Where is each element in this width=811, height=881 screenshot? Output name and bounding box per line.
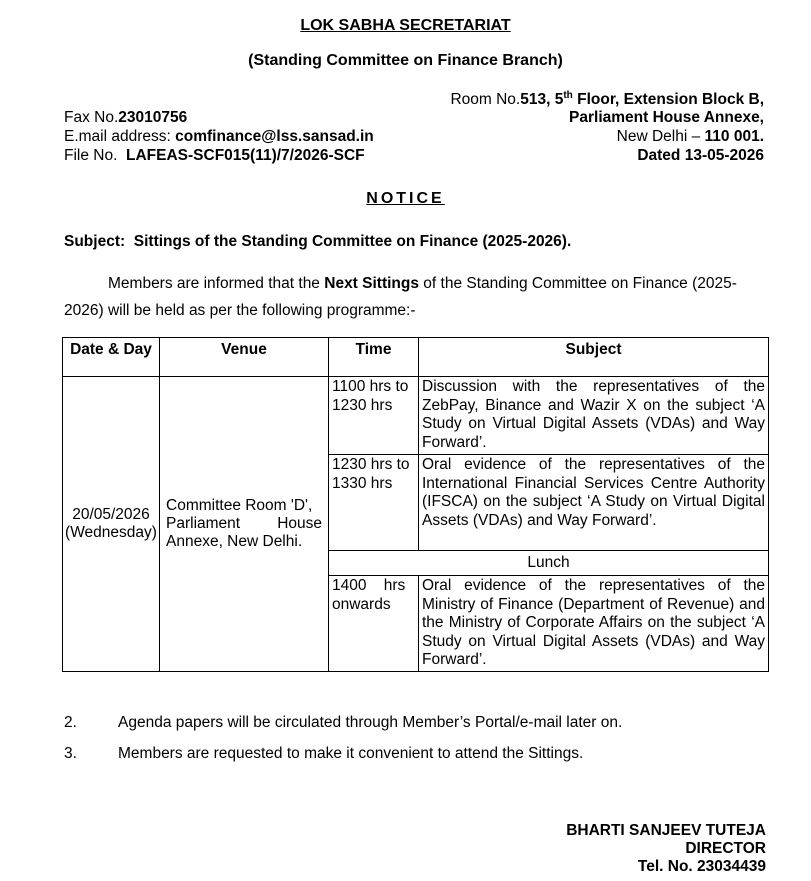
address-line-room xyxy=(450,90,764,109)
venue-word-parliament: Parliament xyxy=(166,515,241,532)
subject-cell: Oral evidence of the representatives of the International Financial Services Centre Authority (IFSCA) on the subject ‘A Study on Virtual Digital Assets (VDAs) and Way Forward’. xyxy=(419,455,769,551)
subject-line: Subject: Sittings of the Standing Committee on Finance (2025-2026). xyxy=(64,233,572,250)
email-address[interactable]: comfinance@lss.sansad.in xyxy=(175,128,374,145)
header-venue: Venue xyxy=(160,338,329,377)
branch-title: (Standing Committee on Finance Branch) xyxy=(248,52,563,69)
date-cell xyxy=(63,377,160,672)
subject-cell: Oral evidence of the representatives of the Ministry of Finance (Department of Revenue) and the Ministry of Corporate Affairs on the subject ‘A Study on Virtual Digital Assets (VDAs) and Way Forward’. xyxy=(419,576,769,672)
fax-number: 23010756 xyxy=(118,109,188,126)
pin-code: 110 001. xyxy=(704,128,764,145)
signatory-name: BHARTI SANJEEV TUTEJA xyxy=(566,822,766,839)
venue-word-house: House xyxy=(277,515,322,532)
time-end: 1230 hrs xyxy=(332,396,393,414)
room-number: 513, 5 xyxy=(520,91,564,109)
fax-label: Fax No. xyxy=(64,109,119,126)
file-label: File No. xyxy=(64,147,127,164)
header-time: Time xyxy=(329,338,419,377)
time-cell xyxy=(329,576,419,672)
intro-text: Members are informed that the xyxy=(108,275,325,292)
sitting-day: (Wednesday) xyxy=(65,524,157,541)
room-label: Room No. xyxy=(450,91,521,109)
floor-block: Floor, Extension Block B, xyxy=(572,91,764,109)
signatory-tel: Tel. No. 23034439 xyxy=(637,858,766,875)
signatory-designation: DIRECTOR xyxy=(685,840,766,857)
time-end: 1330 hrs xyxy=(332,474,393,492)
header-date-day: Date & Day xyxy=(63,338,160,377)
table-header-row xyxy=(63,338,769,377)
floor-suffix: th xyxy=(563,90,573,101)
time-cell xyxy=(329,455,419,551)
fax-line xyxy=(64,109,187,127)
table-row xyxy=(63,377,769,455)
city-label: New Delhi – xyxy=(616,128,705,145)
point-number-3: 3. xyxy=(64,745,77,762)
subject-cell: Discussion with the representatives of the ZebPay, Binance and Wazir X on the subject ‘A Study on Virtual Digital Assets (VDAs) and Way Forward’. xyxy=(419,377,769,455)
intro-text-rest: of the Standing Committee on Finance (2025- xyxy=(418,275,737,292)
address-line-annexe: Parliament House Annexe, xyxy=(569,109,764,126)
notice-title: NOTICE xyxy=(366,190,445,207)
time-start: 1400 hrs xyxy=(332,577,406,594)
dated-line: Dated 13-05-2026 xyxy=(637,147,764,164)
file-line xyxy=(64,147,365,165)
intro-emphasis: Next Sittings xyxy=(324,275,419,292)
programme-table xyxy=(62,337,769,672)
venue-line-3: Annexe, New Delhi. xyxy=(166,533,303,550)
intro-line-1 xyxy=(108,275,737,293)
email-line xyxy=(64,128,374,146)
lunch-cell: Lunch xyxy=(329,551,769,576)
time-cell xyxy=(329,377,419,455)
time-start: 1230 hrs to xyxy=(332,456,410,473)
header-subject: Subject xyxy=(419,338,769,377)
file-number: LAFEAS-SCF015(11)/7/2026-SCF xyxy=(126,147,365,164)
time-start: 1100 hrs to xyxy=(332,378,409,395)
venue-line-2 xyxy=(166,515,322,533)
venue-line-1: Committee Room 'D', xyxy=(166,497,313,514)
point-text-3: Members are requested to make it convenient to attend the Sittings. xyxy=(118,745,584,762)
intro-line-2: 2026) will be held as per the following programme:- xyxy=(64,302,416,319)
email-label: E.mail address: xyxy=(64,128,176,145)
sitting-date: 20/05/2026 xyxy=(72,506,150,523)
time-end: onwards xyxy=(332,595,391,613)
address-line-city xyxy=(617,128,764,146)
org-title: LOK SABHA SECRETARIAT xyxy=(300,17,511,34)
point-number-2: 2. xyxy=(64,714,77,731)
venue-cell xyxy=(160,377,329,672)
point-text-2: Agenda papers will be circulated through Member’s Portal/e-mail later on. xyxy=(118,714,623,731)
